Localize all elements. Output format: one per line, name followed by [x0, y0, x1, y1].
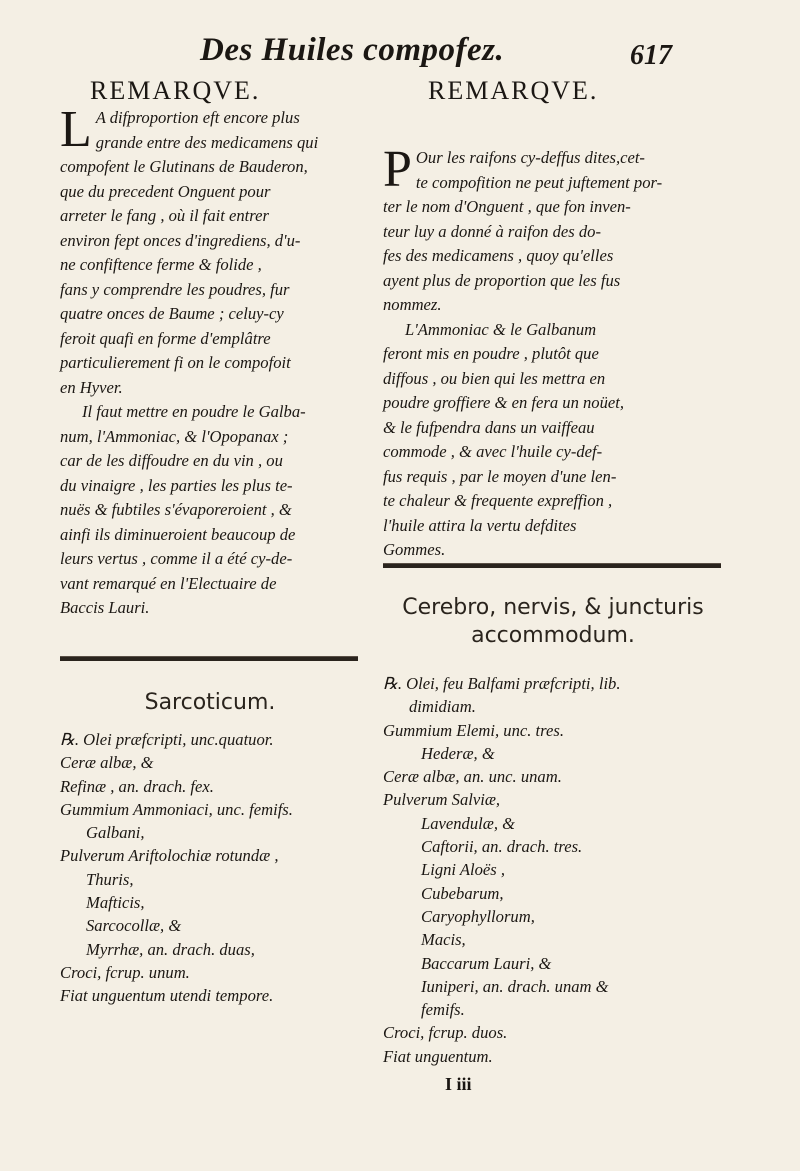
text-line: teur luy a donné à raifon des do- [383, 221, 601, 241]
text-line: compofent le Glutinans de Bauderon, [60, 157, 308, 176]
recipe-line: Croci, fcrup. duos. [383, 1023, 508, 1043]
recipe-line: Sarcocollæ, & [86, 916, 182, 936]
recipe-line: Hederæ, & [421, 743, 495, 763]
recipe-line: Macis, [421, 930, 466, 950]
page-number: 617 [630, 40, 672, 71]
recipe-line: Cubebarum, [421, 883, 504, 903]
recipe-line: Fiat unguentum utendi tempore. [60, 986, 274, 1006]
section-heading-left: Sarcoticum. [144, 690, 276, 715]
text-line: & le fufpendra dans un vaiffeau [383, 417, 595, 437]
section-rule-left [60, 656, 358, 661]
recipe-line: Caryophyllorum, [421, 906, 535, 926]
remarque-text-right [383, 141, 723, 563]
text-line: ainfi ils diminueroient beaucoup de [60, 524, 296, 544]
text-line: poudre groffiere & en fera un noüet, [383, 393, 625, 412]
recipe-line: Ligni Aloës , [421, 860, 506, 880]
recipe-line: Galbani, [86, 823, 145, 843]
section-heading-right [383, 594, 723, 650]
text-line: fes des medicamens , quoy qu'elles [383, 246, 614, 265]
section-rule-right [383, 563, 721, 568]
drop-cap-right: P [383, 141, 412, 198]
recipe-left [60, 728, 360, 1008]
recipe-line: Caftorii, an. drach. tres. [421, 837, 583, 857]
recipe-line: Lavendulæ, & [421, 813, 516, 833]
text-line: num, l'Ammoniac, & l'Opopanax ; [60, 426, 289, 446]
recipe-line: femifs. [421, 1000, 465, 1020]
text-line: car de les diffoudre en du vin , ou [60, 451, 283, 470]
text-line: fans y comprendre les poudres, fur [60, 279, 290, 299]
text-line: te chaleur & frequente expreffion , [383, 491, 613, 510]
text-line: grande entre des medicamens qui [95, 132, 319, 152]
recipe-line: ℞. Olei, feu Balfami præfcripti, lib. [383, 674, 621, 693]
text-line: fus requis , par le moyen d'une len- [383, 466, 617, 486]
text-line: Gommes. [383, 540, 446, 559]
running-head: Des Huiles compofez. [200, 32, 505, 68]
text-line: l'huile attira la vertu defdites [383, 515, 577, 535]
recipe-line: Croci, fcrup. unum. [60, 962, 190, 982]
text-line: environ fept onces d'ingrediens, d'u- [60, 230, 301, 250]
heading-line: Cerebro, nervis, & juncturis [402, 595, 704, 620]
recipe-line: Refinæ , an. drach. fex. [60, 776, 214, 796]
recipe-line: Pulverum Ariftolochiæ rotundæ , [60, 846, 279, 866]
recipe-right [383, 672, 723, 1068]
text-line: commode , & avec l'huile cy-def- [383, 442, 603, 461]
recipe-line: Pulverum Salviæ, [383, 790, 501, 810]
recipe-line: Ceræ albæ, an. unc. unam. [383, 767, 562, 787]
text-line: Baccis Lauri. [60, 598, 150, 617]
text-line: en Hyver. [60, 377, 123, 397]
text-line: que du precedent Onguent pour [60, 181, 271, 201]
text-line: L'Ammoniac & le Galbanum [405, 319, 597, 339]
text-line: quatre onces de Baume ; celuy-cy [60, 304, 284, 323]
text-line: Our les raifons cy-deffus dites,cet- [415, 148, 645, 167]
remarque-heading-left: REMARQVE. [90, 76, 261, 105]
drop-cap-left: L [60, 101, 92, 158]
text-line: feroit quafi en forme d'emplâtre [60, 328, 271, 348]
text-line: nuës & fubtiles s'évaporeroient , & [60, 500, 292, 519]
text-line: diffous , ou bien qui les mettra en [383, 368, 606, 388]
text-line: ayent plus de proportion que les fus [383, 270, 621, 290]
text-line: leurs vertus , comme il a été cy-de- [60, 549, 293, 568]
text-line: du vinaigre , les parties les plus te- [60, 475, 293, 495]
recipe-line: Thuris, [86, 869, 134, 889]
recipe-line: Gummium Ammoniaci, unc. femifs. [60, 799, 293, 819]
text-line: nommez. [383, 295, 442, 314]
recipe-line: dimidiam. [409, 697, 476, 717]
heading-line: accommodum. [471, 623, 635, 648]
text-line: A difproportion eft encore plus [95, 108, 300, 127]
recipe-line: Mafticis, [86, 893, 145, 913]
text-line: arreter le fang , où il fait entrer [60, 206, 269, 225]
text-line: vant remarqué en l'Electuaire de [60, 573, 277, 593]
signature-mark: I iii [445, 1074, 472, 1094]
text-line: Il faut mettre en poudre le Galba- [82, 402, 306, 421]
remarque-text-left [60, 101, 360, 621]
text-line: te compofition ne peut juftement por- [415, 172, 663, 192]
recipe-line: Baccarum Lauri, & [421, 953, 552, 973]
text-line: particulierement fi on le compofoit [60, 353, 291, 372]
remarque-heading-right: REMARQVE. [428, 76, 599, 105]
recipe-line: Ceræ albæ, & [60, 753, 154, 773]
recipe-line: Iuniperi, an. drach. unam & [421, 976, 609, 996]
recipe-line: Myrrhæ, an. drach. duas, [86, 939, 255, 959]
text-line: ne confiftence ferme & folide , [60, 255, 262, 274]
recipe-line: Fiat unguentum. [383, 1046, 493, 1066]
text-line: feront mis en poudre , plutôt que [383, 344, 599, 363]
text-line: ter le nom d'Onguent , que fon inven- [383, 197, 631, 216]
recipe-line: ℞. Olei præfcripti, unc.quatuor. [60, 730, 274, 749]
recipe-line: Gummium Elemi, unc. tres. [383, 720, 564, 740]
